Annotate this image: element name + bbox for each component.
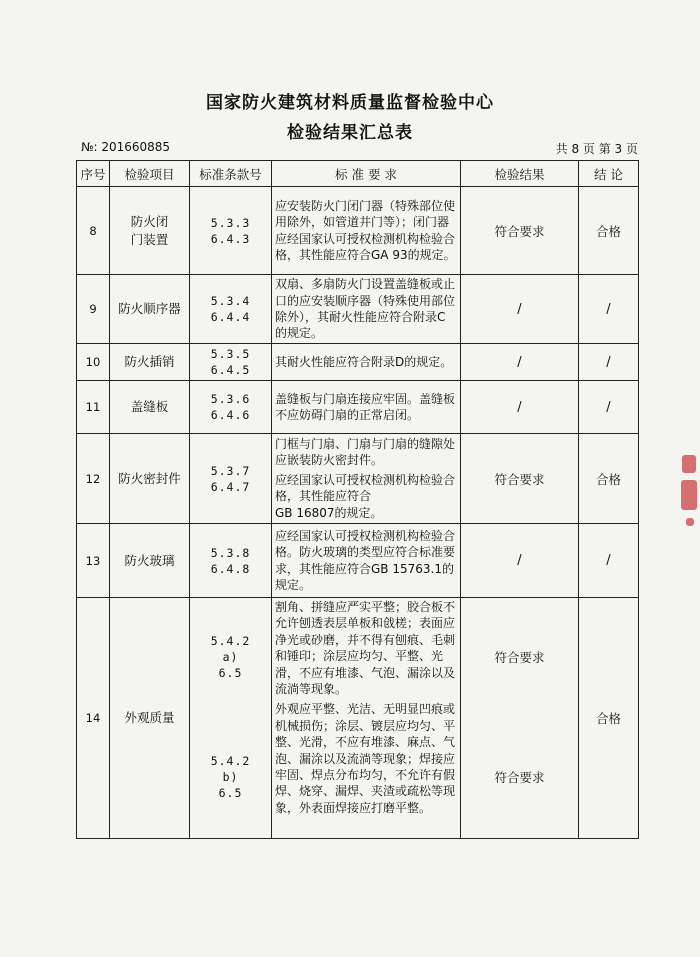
seal-fragment xyxy=(682,455,696,473)
standard-clause-a: 5.4.2 a) 6.5 xyxy=(210,634,251,680)
table-row xyxy=(77,598,639,839)
inspection-item: 防火插销 xyxy=(110,344,190,381)
row-number: 13 xyxy=(77,524,110,598)
requirement-text xyxy=(272,598,461,839)
conclusion: 合格 xyxy=(579,187,639,275)
inspection-result: / xyxy=(461,381,579,434)
requirement-text: 应经国家认可授权检测机构检验合格。防火玻璃的类型应符合标准要求，其性能应符合GB 15763.1的规定。 xyxy=(272,524,461,598)
inspection-item: 防火密封件 xyxy=(110,434,190,524)
seal-fragment xyxy=(681,480,697,510)
conclusion: / xyxy=(579,381,639,434)
inspection-result: 符合要求 xyxy=(461,187,579,275)
header-requirement: 标 准 要 求 xyxy=(272,161,461,187)
page-info: 共 8 页 第 3 页 xyxy=(555,142,638,156)
inspection-item: 防火玻璃 xyxy=(110,524,190,598)
standard-clause-b: 5.4.2 b) 6.5 xyxy=(210,754,251,800)
seal-fragment xyxy=(686,518,694,526)
requirement-text: 盖缝板与门扇连接应牢固。盖缝板不应妨碍门扇的正常启闭。 xyxy=(272,381,461,434)
standard-clause xyxy=(190,598,272,839)
table-row xyxy=(77,275,639,344)
inspection-item: 盖缝板 xyxy=(110,381,190,434)
row-number: 9 xyxy=(77,275,110,344)
table-header-row xyxy=(77,161,639,187)
requirement-part-b: 外观应平整、光洁、无明显凹痕或机械损伤；涂层、镀层应均匀、平整、光滑，不应有堆漆、麻点、气泡、漏涂以及流淌等现象；焊接应牢固、焊点分布均匀，不允许有假焊、烧穿、漏焊、夹渣或疏松等现象，外表面焊接应打磨平整。 xyxy=(275,702,456,815)
header-conclusion: 结 论 xyxy=(579,161,639,187)
header-item: 检验项目 xyxy=(110,161,190,187)
requirement-part-b: 应经国家认可授权检测机构检验合格，其性能应符合 GB 16807的规定。 xyxy=(275,472,456,520)
row-number: 8 xyxy=(77,187,110,275)
requirement-part-a: 割角、拼缝应严实平整；胶合板不允许刨透表层单板和戗槎；表面应净光或砂磨，并不得有刨痕、毛刺和锤印；涂层应均匀、平整、光滑，不应有堆漆、气泡、漏涂以及流淌等现象。 xyxy=(275,600,456,697)
inspection-result: / xyxy=(461,524,579,598)
standard-clause: 5.3.4 6.4.4 xyxy=(190,275,272,344)
inspection-result-a: 符合要求 xyxy=(494,650,545,665)
requirement-text: 其耐火性能应符合附录D的规定。 xyxy=(272,344,461,381)
requirement-text: 双扇、多扇防火门设置盖缝板或止口的应安装顺序器（特殊使用部位除外），其耐火性能应符合附录C的规定。 xyxy=(272,275,461,344)
table-row xyxy=(77,344,639,381)
conclusion: / xyxy=(579,344,639,381)
results-table xyxy=(76,160,639,839)
requirement-text xyxy=(272,434,461,524)
header-result: 检验结果 xyxy=(461,161,579,187)
standard-clause: 5.3.3 6.4.3 xyxy=(190,187,272,275)
standard-clause: 5.3.6 6.4.6 xyxy=(190,381,272,434)
standard-clause: 5.3.7 6.4.7 xyxy=(190,434,272,524)
inspection-result: / xyxy=(461,344,579,381)
conclusion: / xyxy=(579,275,639,344)
header-standard: 标准条款号 xyxy=(190,161,272,187)
table-row xyxy=(77,187,639,275)
inspection-result: 符合要求 xyxy=(461,434,579,524)
inspection-result-b: 符合要求 xyxy=(494,770,545,785)
requirement-text: 应安装防火门闭门器（特殊部位使用除外，如管道井门等）；闭门器应经国家认可授权检测机构检验合格，其性能应符合GA 93的规定。 xyxy=(272,187,461,275)
table-row xyxy=(77,381,639,434)
standard-clause: 5.3.8 6.4.8 xyxy=(190,524,272,598)
document-number: №: 201660885 xyxy=(81,140,171,154)
row-number: 12 xyxy=(77,434,110,524)
table-row xyxy=(77,524,639,598)
inspection-item: 防火顺序器 xyxy=(110,275,190,344)
row-number: 11 xyxy=(77,381,110,434)
conclusion: / xyxy=(579,524,639,598)
header-no: 序号 xyxy=(77,161,110,187)
standard-clause: 5.3.5 6.4.5 xyxy=(190,344,272,381)
row-number: 10 xyxy=(77,344,110,381)
requirement-part-a: 门框与门扇、门扇与门扇的缝隙处应嵌装防火密封件。 xyxy=(275,436,456,468)
conclusion: 合格 xyxy=(579,598,639,839)
document-title: 国家防火建筑材料质量监督检验中心 xyxy=(206,93,494,113)
conclusion: 合格 xyxy=(579,434,639,524)
row-number: 14 xyxy=(77,598,110,839)
table-row xyxy=(77,434,639,524)
inspection-item: 外观质量 xyxy=(110,598,190,839)
inspection-result: / xyxy=(461,275,579,344)
inspection-item: 防火闭 门装置 xyxy=(110,187,190,275)
inspection-result xyxy=(461,598,579,839)
document-subtitle: 检验结果汇总表 xyxy=(287,123,413,143)
